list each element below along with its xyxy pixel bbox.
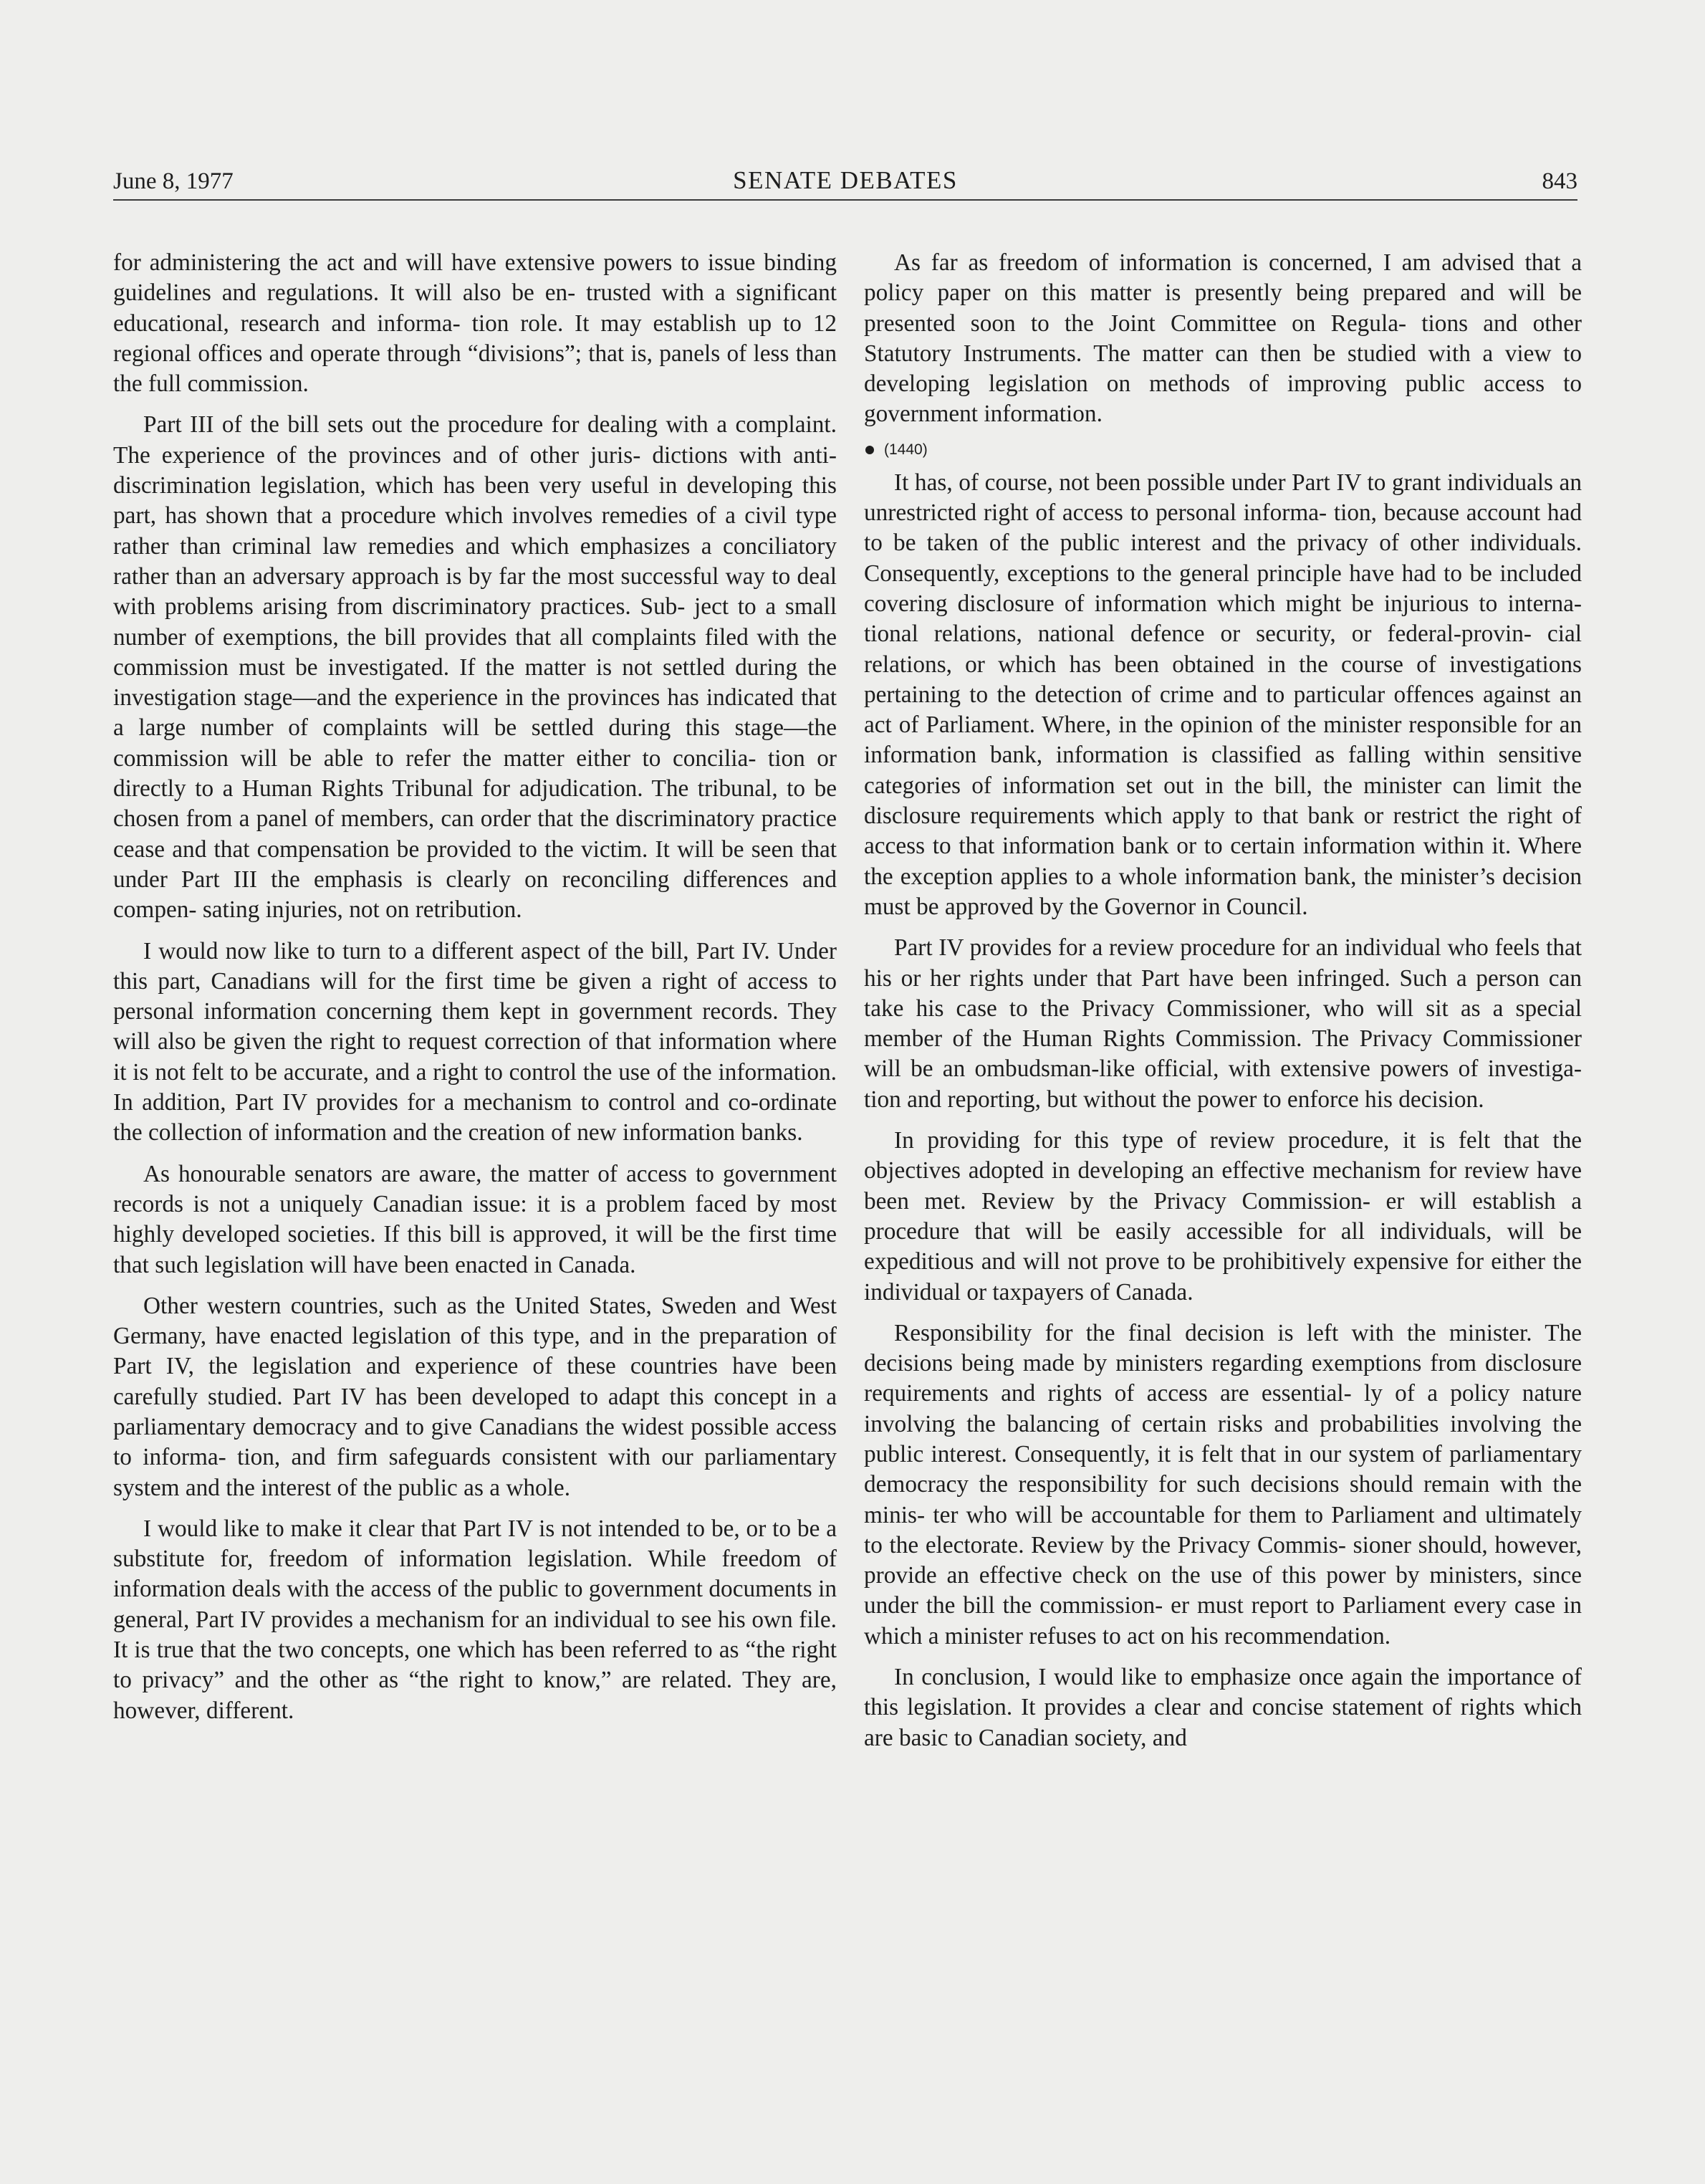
left-column	[113, 248, 837, 1737]
header-title: SENATE DEBATES	[733, 166, 958, 194]
paragraph: As honourable senators are aware, the matter of access to government records is not a uniquely Canadian issue: it is a problem faced by most highly developed societies. If this bill is approved, it will be the first time that such legislation will have been enacted in Canada.	[113, 1160, 837, 1278]
paragraph: Part IV provides for a review procedure for an individual who feels that his or her rights under that Part have been infringed. Such a person can take his case to the Privacy Commissioner, who will sit as a special member of the Human Rights Commission. The Privacy Commissioner will be an ombudsman-like official, with extensive powers of investiga- tion and reporting, but without the power to enforce his decision.	[864, 934, 1582, 1113]
page-number: 843	[1542, 168, 1577, 194]
header-date: June 8, 1977	[113, 168, 234, 194]
paragraph: for administering the act and will have extensive powers to issue binding guidelines and regulations. It will also be en- trusted with a significant educational, research and informa- tion role. It may establish up to 12 regional offices and operate through “divisions”; that is, panels of less than the full commission.	[113, 249, 837, 398]
paragraph: Other western countries, such as the United States, Sweden and West Germany, have enacted legislation of this type, and in the preparation of Part IV, the legislation and experience of these countries have been carefully studied. Part IV has been developed to adapt this concept in a parliamentary democracy and to give Canadians the widest possible access to informa- tion, and firm safeguards consistent with our parliamentary system and the interest of the public as a whole.	[113, 1292, 837, 1501]
paragraph: It has, of course, not been possible under Part IV to grant individuals an unrestricted right of access to personal informa- tion, because account had to be taken of the public interest and the privacy of other individuals. Consequently, exceptions to the general principle have had to be included covering disclosure of information which might be injurious to interna- tional relations, national defence or security, or federal-provin- cial relations, or which has been obtained in the course of investigations pertaining to the detection of crime and to particular offences against an act of Parliament. Where, in the opinion of the minister responsible for an information bank, information is classified as falling within sensitive categories of information set out in the bill, the minister can limit the disclosure requirements which apply to that bank or restrict the right of access to that information bank or to certain information within it. Where the exception applies to a whole information bank, the minister’s decision must be approved by the Governor in Council.	[864, 469, 1582, 920]
page-header	[113, 163, 1577, 201]
paragraph: I would now like to turn to a different aspect of the bill, Part IV. Under this part, Canadians will for the first time be given a right of access to personal information concerning them kept in government records. They will also be given the right to request correction of that information where it is not felt to be accurate, and a right to control the use of the information. In addition, Part IV provides for a mechanism to control and co-ordinate the collection of information and the creation of new information banks.	[113, 937, 837, 1146]
paragraph: Part III of the bill sets out the procedure for dealing with a complaint. The experience of the provinces and of other juris- dictions with anti-discrimination legislation, which has been very useful in developing this part, has shown that a procedure which involves remedies of a civil type rather than criminal law remedies and which emphasizes a conciliatory rather than an adversary approach is by far the most successful way to deal with problems arising from discriminatory practices. Sub- ject to a small number of exemptions, the bill provides that all complaints filed with the commission must be investigated. If the matter is not settled during the investigation stage—and the experience in the provinces has indicated that a large number of complaints will be settled during this stage—the commission will be able to refer the matter either to concilia- tion or directly to a Human Rights Tribunal for adjudication. The tribunal, to be chosen from a panel of members, can order that the discriminatory practice cease and that compensation be provided to the victim. It will be seen that under Part III the emphasis is clearly on reconciling differences and compen- sating injuries, not on retribution.	[113, 411, 837, 924]
time-marker	[865, 441, 1582, 459]
right-column	[864, 248, 1582, 1764]
time-marker-label: (1440)	[884, 441, 928, 458]
paragraph: In conclusion, I would like to emphasize once again the importance of this legislation. It provides a clear and concise statement of rights which are basic to Canadian society, and	[864, 1664, 1582, 1751]
paragraph: As far as freedom of information is concerned, I am advised that a policy paper on this matter is presently being prepared and will be presented soon to the Joint Committee on Regula- tions and other Statutory Instruments. The matter can then be studied with a view to developing legislation on methods of improving public access to government information.	[864, 249, 1582, 428]
bullet-icon	[865, 446, 874, 454]
paragraph: In providing for this type of review procedure, it is felt that the objectives adopted in developing an effective mechanism for review have been met. Review by the Privacy Commission- er will establish a procedure that will be easily accessible for all individuals, will be expeditious and will not prove to be prohibitively expensive for either the individual or taxpayers of Canada.	[864, 1127, 1582, 1306]
paragraph: I would like to make it clear that Part IV is not intended to be, or to be a substitute for, freedom of information legislation. While freedom of information deals with the access of the public to government documents in general, Part IV provides a mechanism for an individual to see his own file. It is true that the two concepts, one which has been referred to as “the right to privacy” and the other as “the right to know,” are related. They are, however, different.	[113, 1515, 837, 1724]
paragraph: Responsibility for the final decision is left with the minister. The decisions being made by ministers regarding exemptions from disclosure requirements and rights of access are essential- ly of a policy nature involving the balancing of certain risks and probabilities involving the public interest. Consequently, it is felt that in our system of parliamentary democracy the responsibility for such decisions should remain with the minis- ter who will be accountable for them to Parliament and ultimately to the electorate. Review by the Privacy Commis- sioner should, however, provide an effective check on the use of this power by ministers, since under the bill the commission- er must report to Parliament every case in which a minister refuses to act on his recommendation.	[864, 1319, 1582, 1649]
